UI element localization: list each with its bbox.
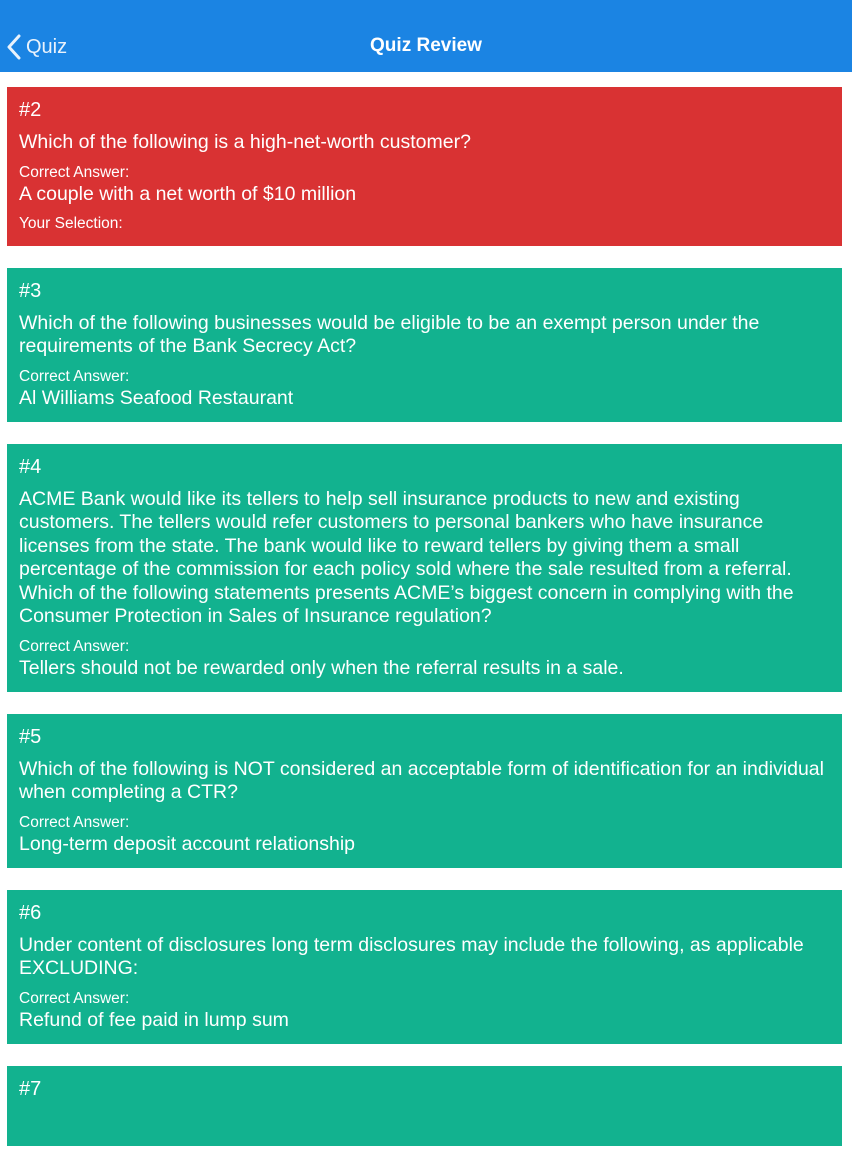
correct-answer-text: Al Williams Seafood Restaurant <box>19 386 294 409</box>
question-card-5[interactable] <box>7 714 842 868</box>
your-selection-label: Your Selection: <box>19 214 123 232</box>
question-card-3[interactable] <box>7 268 842 422</box>
back-button-label: Quiz <box>26 35 68 58</box>
correct-answer-text: Refund of fee paid in lump sum <box>19 1008 289 1031</box>
page-title: Quiz Review <box>370 35 482 56</box>
question-card-7[interactable] <box>7 1066 842 1146</box>
question-number: #4 <box>19 455 42 478</box>
correct-answer-label: Correct Answer: <box>19 367 130 385</box>
navigation-bar <box>0 0 852 72</box>
review-list <box>7 87 842 1168</box>
question-number: #5 <box>19 725 42 748</box>
correct-answer-label: Correct Answer: <box>19 989 130 1007</box>
question-card-4[interactable] <box>7 444 842 692</box>
question-card-6[interactable] <box>7 890 842 1044</box>
correct-answer-text: Long-term deposit account relationship <box>19 832 356 855</box>
question-number: #7 <box>19 1077 42 1100</box>
question-number: #2 <box>19 99 42 121</box>
question-text: ACME Bank would like its tellers to help sell insurance products to new and existing customers. The tellers would refer customers to personal bankers who have insurance licenses from the state. The bank would like to reward tellers by giving them a small percentage of the commission for each policy sold where the sale resulted from a referral. Which of the following statements presents ACME’s biggest concern in complying with the Consumer Protection in Sales of Insurance regulation? <box>19 487 794 627</box>
correct-answer-text: A couple with a net worth of $10 million <box>19 182 357 205</box>
correct-answer-label: Correct Answer: <box>19 163 130 181</box>
question-number: #3 <box>19 279 42 302</box>
question-text: Which of the following businesses would be eligible to be an exempt person under the requirements of the Bank Secrecy Act? <box>19 311 760 357</box>
question-text: Under content of disclosures long term disclosures may include the following, as applicable EXCLUDING: <box>19 933 804 979</box>
question-text: Which of the following is a high-net-worth customer? <box>19 131 471 153</box>
question-number: #6 <box>19 901 42 924</box>
correct-answer-label: Correct Answer: <box>19 813 130 831</box>
question-card-2[interactable] <box>7 87 842 246</box>
correct-answer-label: Correct Answer: <box>19 637 130 655</box>
correct-answer-text: Tellers should not be rewarded only when the referral results in a sale. <box>19 656 624 679</box>
question-text: Which of the following is NOT considered an acceptable form of identification for an individual when completing a CTR? <box>19 757 824 803</box>
